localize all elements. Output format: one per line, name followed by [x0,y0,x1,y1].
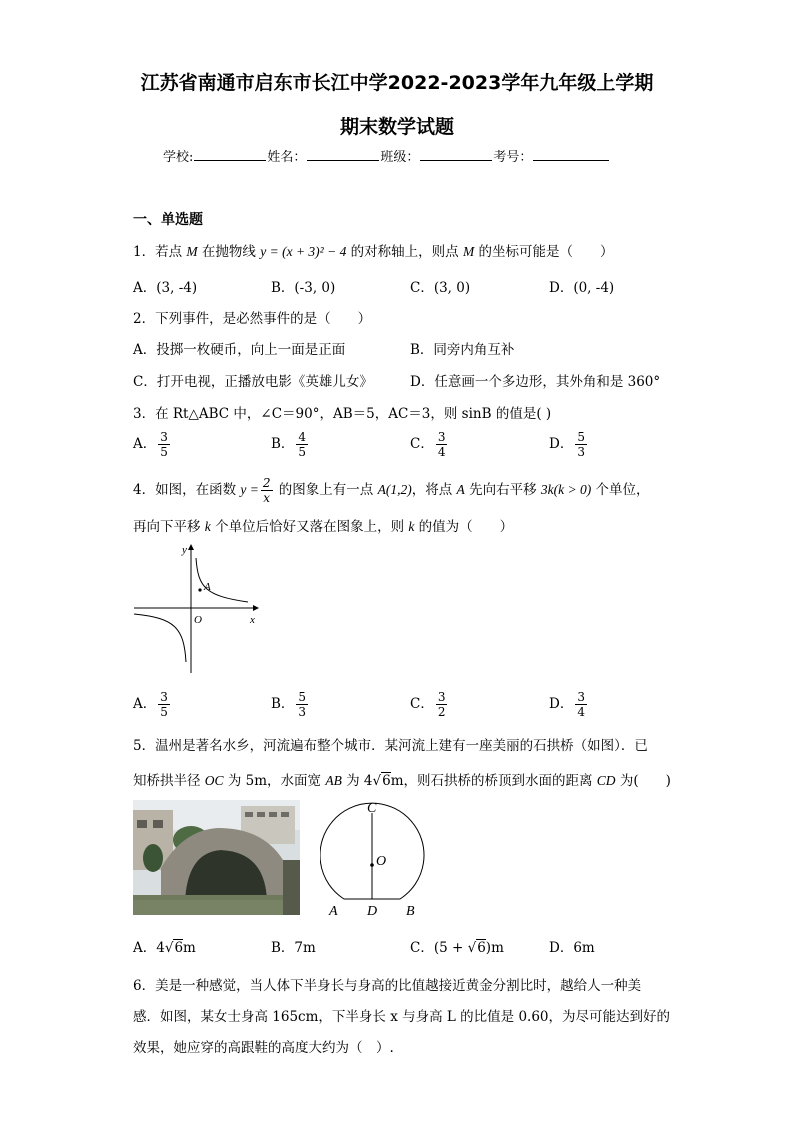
svg-text:A: A [204,581,211,593]
q4-option-c[interactable]: C． $\frac{3}{2}$ [410,690,446,719]
q1-option-a[interactable]: A．(3, -4) [133,280,198,296]
class-blank[interactable] [420,148,492,161]
page-subtitle: 期末数学试题 [339,116,454,138]
question-4-line-2: 再向下平移 k 个单位后恰好又落在图象上，则 k 的值为（ ） [133,519,514,535]
q5-option-b[interactable]: B．7m [271,940,316,956]
question-1: 1．若点 M 在抛物线 y = (x + 3)² − 4 的对称轴上，则点 M 的坐标可能是（ ） [133,244,614,260]
number-blank[interactable] [533,148,609,161]
page-title: 江苏省南通市启东市长江中学2022-2023学年九年级上学期 [140,72,654,94]
q2-option-d[interactable]: D．任意画一个多边形，其外角和是 360° [410,374,661,390]
question-3: 3．在 Rt△ABC 中，∠C＝90°，AB＝5，AC＝3，则 sinB 的值是( ) [133,406,552,422]
svg-text:A: A [329,904,338,919]
question-6-line-1: 6．美是一种感觉，当人体下半身长与身高的比值越接近黄金分割比时，越给人一种美 [133,978,642,994]
question-5-line-2: 知桥拱半径 OC 为 5m，水面宽 AB 为 4√6m，则石拱桥的桥顶到水面的距离 CD 为( ) [133,773,671,789]
svg-text:x: x [250,614,255,626]
q4-option-d[interactable]: D． $\frac{3}{4}$ [549,690,585,719]
q3-option-c[interactable]: C． $\frac{3}{4}$ [410,430,446,459]
name-blank[interactable] [307,148,379,161]
arch-diagram [320,797,432,921]
q2-option-b[interactable]: B．同旁内角互补 [410,342,515,358]
svg-text:y: y [182,544,187,556]
q3-option-a[interactable]: A． $\frac{3}{5}$ [133,430,168,459]
parabola-formula: y = (x + 3)² − 4 [260,244,347,259]
q4-option-b[interactable]: B． $\frac{5}{3}$ [271,690,307,719]
q1-option-c[interactable]: C．(3, 0) [410,280,471,296]
bridge-photo [133,800,300,915]
q1-option-d[interactable]: D．(0, -4) [549,280,615,296]
q3-option-d[interactable]: D． $\frac{5}{3}$ [549,430,585,459]
question-2: 2．下列事件，是必然事件的是（ ） [133,311,372,327]
name-label: 姓名： [267,150,307,165]
center-o [370,863,374,867]
q5-option-a[interactable]: A．4√6m [133,940,196,956]
q5-option-d[interactable]: D．6m [549,940,595,956]
svg-text:B: B [406,904,415,919]
school-blank[interactable] [194,148,266,161]
question-6-line-3: 效果，她应穿的高跟鞋的高度大约为（ ）. [133,1040,394,1056]
svg-text:D: D [367,904,378,919]
hyperbola-branch-left [134,614,186,662]
question-6-line-2: 感．如图，某女士身高 165cm，下半身长 x 与身高 L 的比值是 0.60，为尽可能达到好的 [133,1009,671,1025]
q4-option-a[interactable]: A． $\frac{3}{5}$ [133,690,168,719]
svg-text:C: C [367,801,377,816]
number-label: 考号： [493,150,533,165]
school-label: 学校: [163,150,194,165]
hyperbola-graph [130,540,265,675]
q2-option-c[interactable]: C．打开电视，正播放电影《英雄儿女》 [133,374,373,390]
svg-text:O: O [376,854,387,869]
section-heading: 一、单选题 [133,212,203,228]
question-4-line-1: 4．如图，在函数 y = $\frac{2}{x}$ 的图象上有一点 A(1,2)，将点 A 先向右平移 3k(k > 0) 个单位， [133,476,650,505]
q1-option-b[interactable]: B．(-3, 0) [271,280,336,296]
point-a [198,588,201,591]
q3-option-b[interactable]: B． $\frac{4}{5}$ [271,430,307,459]
class-label: 班级： [380,150,420,165]
student-info-line [163,146,610,165]
q5-option-c[interactable]: C．(5 + √6)m [410,940,504,956]
question-5-line-1: 5．温州是著名水乡，河流遍布整个城市．某河流上建有一座美丽的石拱桥（如图）．已 [133,738,648,754]
q2-option-a[interactable]: A．投掷一枚硬币，向上一面是正面 [133,342,346,358]
svg-text:O: O [194,614,202,626]
hyperbola-branch-right [196,558,248,602]
